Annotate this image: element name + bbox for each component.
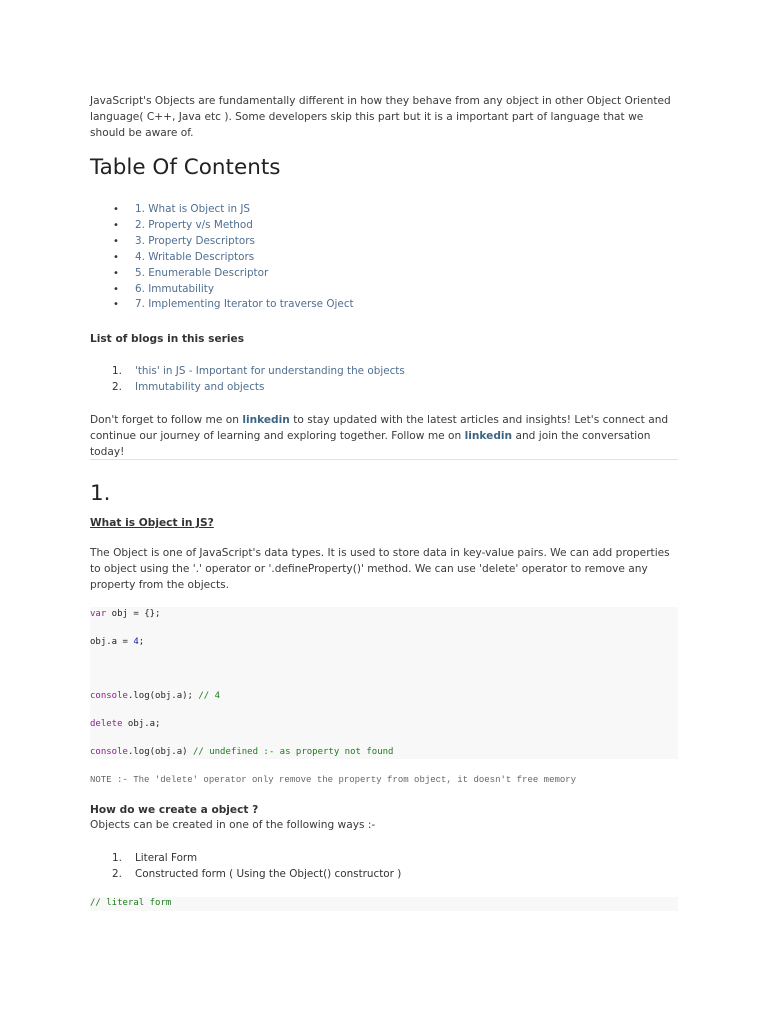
- section-heading: What is Object in JS?: [90, 517, 214, 529]
- follow-text: to stay updated with the latest articles and insights! Let's connect and continue our journey of learning and exploring together. Follow me on: [90, 414, 669, 442]
- code-text: obj.a =: [90, 637, 134, 647]
- toc-link-5[interactable]: 5. Enumerable Descriptor: [135, 266, 269, 279]
- code-block: [90, 607, 678, 759]
- list-item: [90, 867, 678, 883]
- code-comment: // undefined :- as property not found: [192, 747, 394, 757]
- toc-link-1[interactable]: 1. What is Object in JS: [135, 203, 251, 215]
- linkedin-link[interactable]: linkedin: [464, 429, 513, 442]
- blog-link-immutability[interactable]: Immutability and objects: [135, 380, 265, 393]
- toc-item[interactable]: [90, 218, 678, 234]
- code-text: ;: [138, 637, 145, 647]
- blog-item[interactable]: [90, 364, 678, 380]
- toc-title: Table Of Contents: [90, 155, 281, 180]
- code-text: .log(obj.a): [127, 747, 193, 757]
- blogs-list: [90, 364, 678, 396]
- linkedin-link[interactable]: linkedin: [242, 414, 290, 426]
- note-text: NOTE :- The 'delete' operator only remove the property from object, it doesn't free memory: [90, 775, 577, 785]
- ways-list: [90, 851, 678, 883]
- blog-link-this[interactable]: 'this' in JS - Important for understanding the objects: [135, 365, 405, 377]
- code-text: obj = {};: [106, 609, 161, 619]
- toc-link-7[interactable]: 7. Implementing Iterator to traverse Oject: [135, 298, 354, 311]
- follow-text: and join the conversation today!: [90, 429, 651, 458]
- blogs-heading: List of blogs in this series: [90, 333, 245, 345]
- code-comment: // literal form: [90, 898, 172, 908]
- code-line: [90, 691, 220, 701]
- code-line: [90, 747, 393, 757]
- section-number: 1.: [90, 481, 111, 506]
- section-paragraph: The Object is one of JavaScript's data types. It is used to store data in key-value pairs. We can add properties to object using the '.' operator or '.defineProperty()' method. We can use 'delete' operator to remove any property from the objects.: [90, 547, 670, 591]
- code-line: [90, 637, 144, 647]
- code-block: [90, 897, 678, 911]
- code-number: 4: [133, 637, 139, 647]
- blog-item[interactable]: [90, 380, 678, 396]
- divider: [90, 459, 678, 460]
- follow-paragraph: [90, 413, 678, 460]
- blog-number: 2.: [112, 380, 122, 393]
- toc-link-6[interactable]: 6. Immutability: [135, 282, 215, 295]
- code-text: .log(obj.a);: [127, 691, 199, 701]
- code-object: console: [90, 747, 128, 757]
- code-object: console: [90, 691, 128, 701]
- toc-item[interactable]: [90, 202, 678, 218]
- follow-text: Don't forget to follow me on: [90, 414, 243, 426]
- list-text: Constructed form ( Using the Object() constructor ): [135, 867, 402, 880]
- toc-list: [90, 202, 678, 313]
- toc-item[interactable]: [90, 266, 678, 282]
- toc-item[interactable]: [90, 234, 678, 250]
- code-comment: // 4: [198, 691, 221, 701]
- toc-link-4[interactable]: 4. Writable Descriptors: [135, 250, 255, 263]
- toc-link-3[interactable]: 3. Property Descriptors: [135, 234, 255, 247]
- code-keyword: delete: [90, 719, 123, 729]
- toc-item[interactable]: [90, 297, 678, 313]
- code-line: [90, 898, 171, 908]
- create-subtext: Objects can be created in one of the following ways :-: [90, 819, 376, 831]
- blog-number: 1.: [112, 365, 122, 377]
- create-heading: How do we create a object ?: [90, 804, 259, 816]
- toc-item[interactable]: [90, 250, 678, 266]
- code-line: [90, 609, 160, 619]
- code-line: [90, 719, 160, 729]
- toc-link-2[interactable]: 2. Property v/s Method: [135, 218, 253, 231]
- code-keyword: var: [90, 609, 107, 619]
- list-number: 2.: [112, 867, 122, 880]
- list-text: Literal Form: [135, 852, 198, 864]
- intro-paragraph: JavaScript's Objects are fundamentally different in how they behave from any object in other Object Oriented language( C++, Java etc ). Some developers skip this part but it is a important part of language that we should be aware of.: [90, 95, 671, 139]
- code-text: obj.a;: [122, 719, 161, 729]
- list-item: [90, 851, 678, 867]
- list-number: 1.: [112, 852, 122, 864]
- toc-item[interactable]: [90, 282, 678, 298]
